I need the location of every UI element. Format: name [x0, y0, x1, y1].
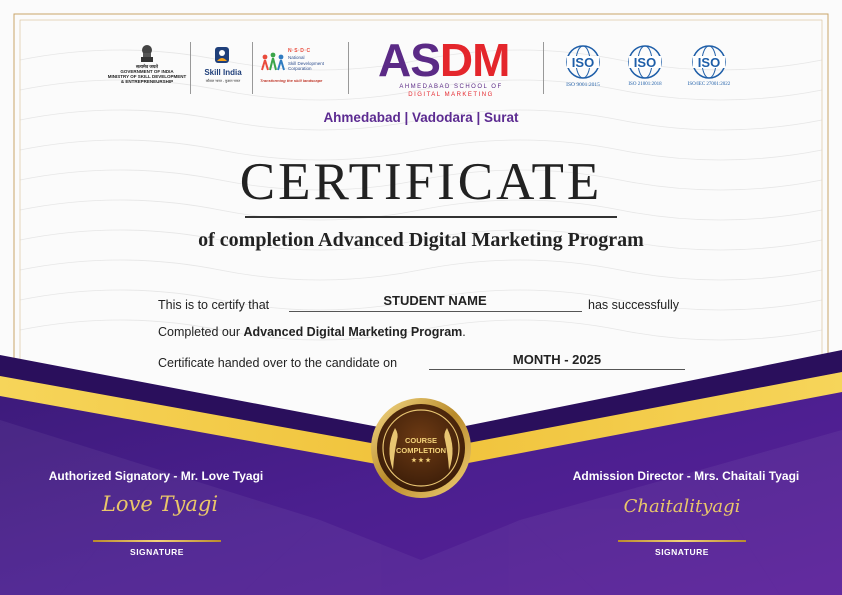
- logo-divider: [190, 42, 191, 94]
- iso-label: ISO 21001:2018: [628, 82, 662, 87]
- seal-line-1: COURSE: [404, 436, 438, 445]
- signature-left-caption: SIGNATURE: [130, 547, 184, 557]
- iso-badge-21001: [616, 44, 674, 92]
- skill-india-text: Skill India: [204, 68, 242, 77]
- logo-divider: [252, 42, 253, 94]
- seal-text: [381, 436, 461, 466]
- nsdc-tagline: Transforming the skill landscape: [260, 78, 323, 83]
- ashoka-emblem-icon: [138, 42, 156, 64]
- signature-right: Chaitalityagi: [623, 496, 741, 517]
- nsdc-logo: [260, 48, 340, 92]
- iso-mark: ISO: [571, 55, 595, 70]
- completion-suffix: .: [462, 325, 466, 339]
- student-name: STUDENT NAME: [383, 293, 487, 308]
- completion-line: [158, 325, 466, 339]
- logo-divider: [348, 42, 349, 94]
- iso-badge-27001: [677, 44, 741, 92]
- govt-line3: MINISTRY OF SKILL DEVELOPMENT: [107, 74, 187, 79]
- signature-left: Love Tyagi: [101, 492, 219, 516]
- signature-right-caption: SIGNATURE: [655, 547, 709, 557]
- skill-india-logo: [197, 46, 249, 92]
- handover-prefix: Certificate handed over to the candidate on: [158, 356, 398, 370]
- govt-of-india-logo: [104, 42, 190, 92]
- asdm-logo: [378, 36, 524, 102]
- signatory-left-title: Authorized Signatory - Mr. Love Tyagi: [48, 469, 264, 483]
- handover-date-line: [429, 369, 685, 370]
- iso-label: ISO/IEC 27001:2022: [687, 82, 731, 87]
- nsdc-figures-icon: [260, 52, 286, 76]
- nsdc-name-3: Corporation: [288, 66, 312, 71]
- completion-prefix: Completed our: [158, 325, 244, 339]
- govt-line1: सत्यमेव जयते: [136, 64, 158, 69]
- nsdc-name-2: Skill Development: [288, 60, 325, 66]
- govt-line2: GOVERNMENT OF INDIA: [120, 69, 174, 74]
- skill-india-icon: [214, 46, 230, 64]
- certify-suffix: has successfully: [588, 298, 680, 312]
- nsdc-abbr: N·S·D·C: [288, 48, 311, 54]
- handover-date: MONTH - 2025: [512, 352, 602, 367]
- asdm-wordmark: ASDM: [378, 34, 510, 86]
- program-name: Advanced Digital Marketing Program: [243, 325, 463, 339]
- signature-left-line: [93, 540, 221, 542]
- locations-line: Ahmedabad | Vadodara | Surat: [323, 110, 519, 125]
- asdm-subtitle-2: DIGITAL MARKETING: [408, 92, 494, 98]
- nsdc-name-1: National: [288, 55, 305, 60]
- signature-right-line: [618, 540, 746, 542]
- skill-india-subtext: कौशल भारत - कुशल भारत: [205, 79, 241, 83]
- seal-line-2: COMPLETION: [396, 446, 446, 455]
- logo-divider: [543, 42, 544, 94]
- iso-badge-9001: [554, 44, 612, 92]
- certificate-subtitle: of completion Advanced Digital Marketing Program: [198, 229, 644, 251]
- asdm-subtitle-1: AHMEDABAD SCHOOL OF: [399, 84, 503, 90]
- certify-prefix: This is to certify that: [158, 298, 270, 312]
- student-name-line: [289, 311, 582, 312]
- seal-stars: ★ ★ ★: [411, 458, 431, 464]
- iso-mark: ISO: [633, 55, 657, 70]
- iso-label: ISO 9001:2015: [566, 82, 600, 88]
- signatory-right-title: Admission Director - Mrs. Chaitali Tyagi: [572, 469, 800, 483]
- title-underline: [245, 216, 617, 218]
- iso-mark: ISO: [697, 55, 721, 70]
- govt-line4: & ENTREPRENEURSHIP: [120, 79, 174, 84]
- certificate-title: CERTIFICATE: [239, 153, 603, 211]
